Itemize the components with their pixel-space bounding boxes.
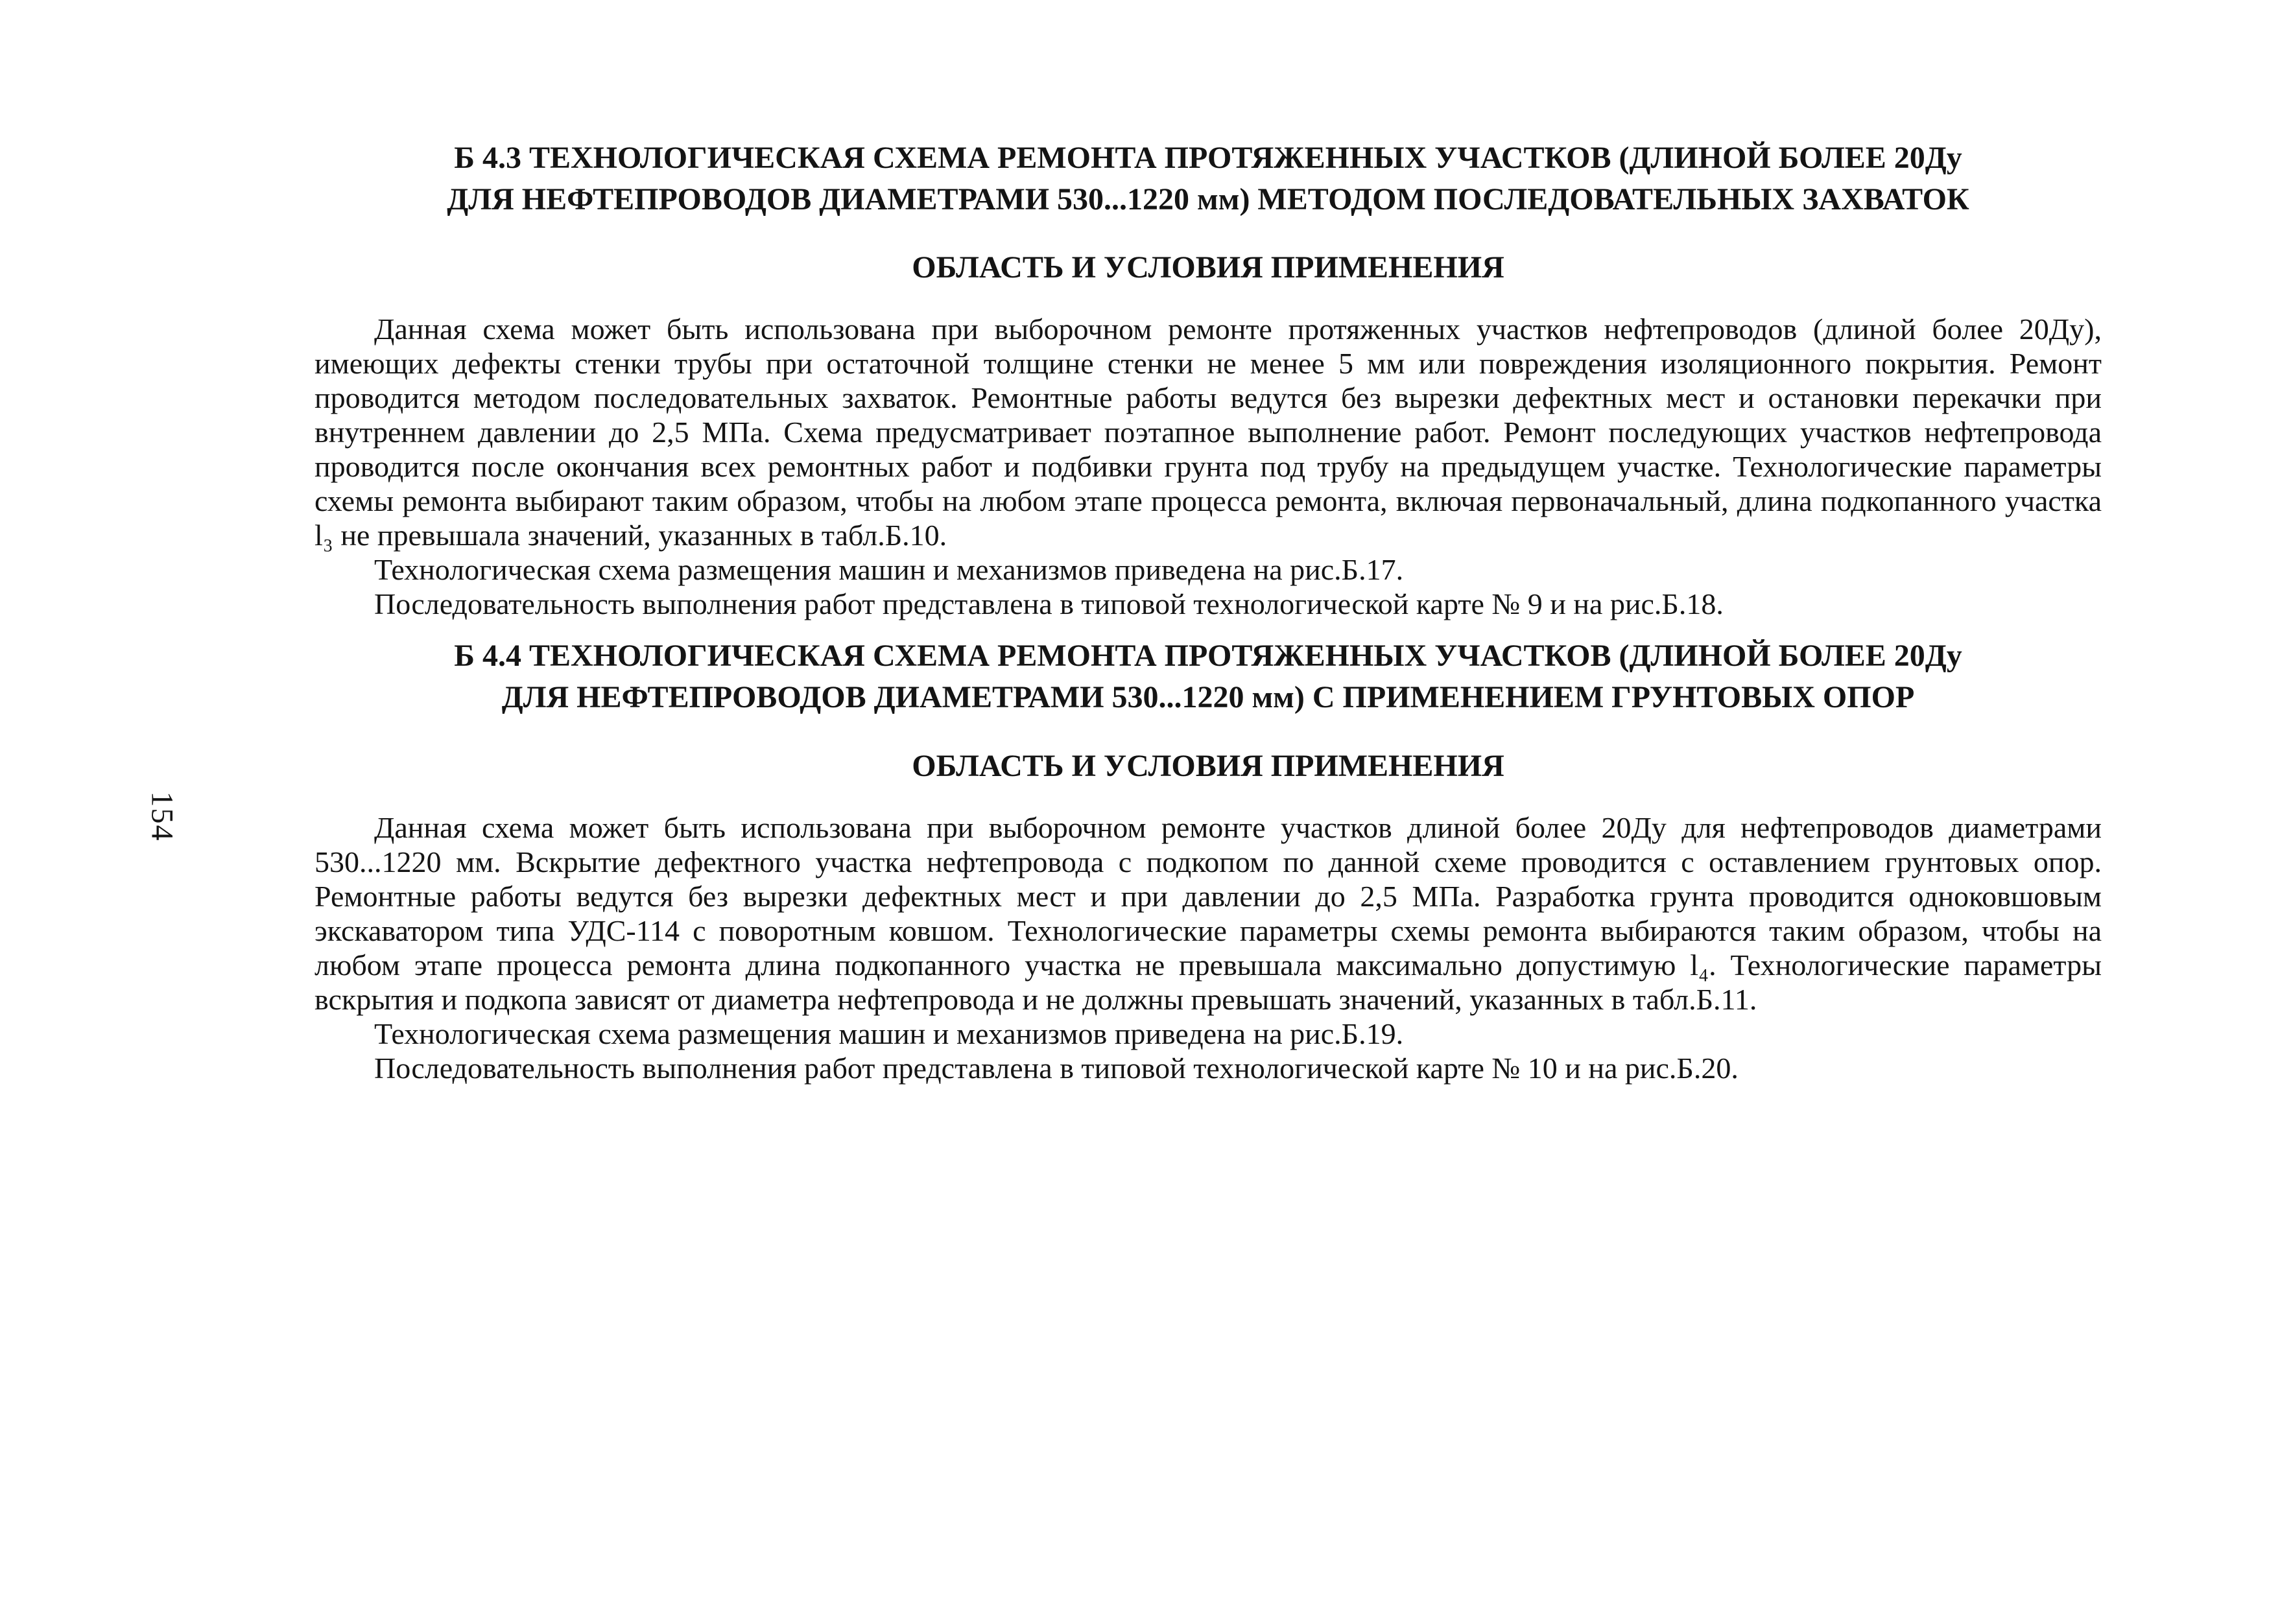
page-number: 154 (145, 791, 180, 842)
section-b4-3 (315, 137, 2102, 621)
section-body (315, 810, 2102, 1085)
section-heading-line: ДЛЯ НЕФТЕПРОВОДОВ ДИАМЕТРАМИ 530...1220 мм) С ПРИМЕНЕНИЕМ ГРУНТОВЫХ ОПОР (501, 680, 1915, 714)
section-subheading: ОБЛАСТЬ И УСЛОВИЯ ПРИМЕНЕНИЯ (912, 749, 1504, 783)
paragraph: Последовательность выполнения работ представлена в типовой технологической карте № 10 и на рис.Б.20. (374, 1052, 1739, 1085)
section-subheading: ОБЛАСТЬ И УСЛОВИЯ ПРИМЕНЕНИЯ (912, 250, 1504, 285)
paragraph: Технологическая схема размещения машин и механизмов приведена на рис.Б.17. (374, 553, 1404, 586)
section-heading-line: Б 4.4 ТЕХНОЛОГИЧЕСКАЯ СХЕМА РЕМОНТА ПРОТЯЖЕННЫХ УЧАСТКОВ (ДЛИНОЙ БОЛЕЕ 20Ду (454, 639, 1962, 673)
paragraph: Последовательность выполнения работ представлена в типовой технологической карте № 9 и на рис.Б.18. (374, 587, 1724, 620)
paragraph: Данная схема может быть использована при выборочном ремонте протяженных участков нефтепроводов (длиной более 20Ду), имеющих дефекты стенки трубы при остаточной толщине стенки не менее 5 мм или повреждения изоляционного покрытия. Ремонт проводится методом последовательных захваток. Ремонтные работы ведутся без вырезки дефектных мест и остановки перекачки при внутреннем давлении до 2,5 МПа. Схема предусматривает поэтапное выполнение работ. Ремонт последующих участков нефтепровода проводится после окончания всех ремонтных работ и подбивки грунта под трубу на предыдущем участке. Технологические параметры схемы ремонта выбирают таким образом, чтобы на любом этапе процесса ремонта, включая первоначальный, длина подкопанного участка l₃ не превышала значений, указанных в табл.Б.10. (315, 312, 2102, 552)
section-body (315, 312, 2102, 621)
document-body (315, 137, 2102, 1085)
paragraph: Технологическая схема размещения машин и механизмов приведена на рис.Б.19. (374, 1017, 1404, 1050)
section-heading (315, 635, 2102, 718)
section-heading (315, 137, 2102, 220)
section-b4-4 (315, 635, 2102, 1085)
section-heading-line: Б 4.3 ТЕХНОЛОГИЧЕСКАЯ СХЕМА РЕМОНТА ПРОТЯЖЕННЫХ УЧАСТКОВ (ДЛИНОЙ БОЛЕЕ 20Ду (454, 141, 1962, 175)
section-heading-line: ДЛЯ НЕФТЕПРОВОДОВ ДИАМЕТРАМИ 530...1220 мм) МЕТОДОМ ПОСЛЕДОВАТЕЛЬНЫХ ЗАХВАТОК (447, 182, 1969, 217)
paragraph: Данная схема может быть использована при выборочном ремонте участков длиной более 20Ду для нефтепроводов диаметрами 530...1220 мм. Вскрытие дефектного участка нефтепровода с подкопом по данной схеме проводится с оставлением грунтовых опор. Ремонтные работы ведутся без вырезки дефектных мест и при давлении до 2,5 МПа. Разработка грунта проводится одноковшовым экскаватором типа УДС-114 с поворотным ковшом. Технологические параметры схемы ремонта выбираются таким образом, чтобы на любом этапе процесса ремонта длина подкопанного участка не превышала максимально допустимую l₄. Технологические параметры вскрытия и подкопа зависят от диаметра нефтепровода и не должны превышать значений, указанных в табл.Б.11. (315, 811, 2102, 1016)
